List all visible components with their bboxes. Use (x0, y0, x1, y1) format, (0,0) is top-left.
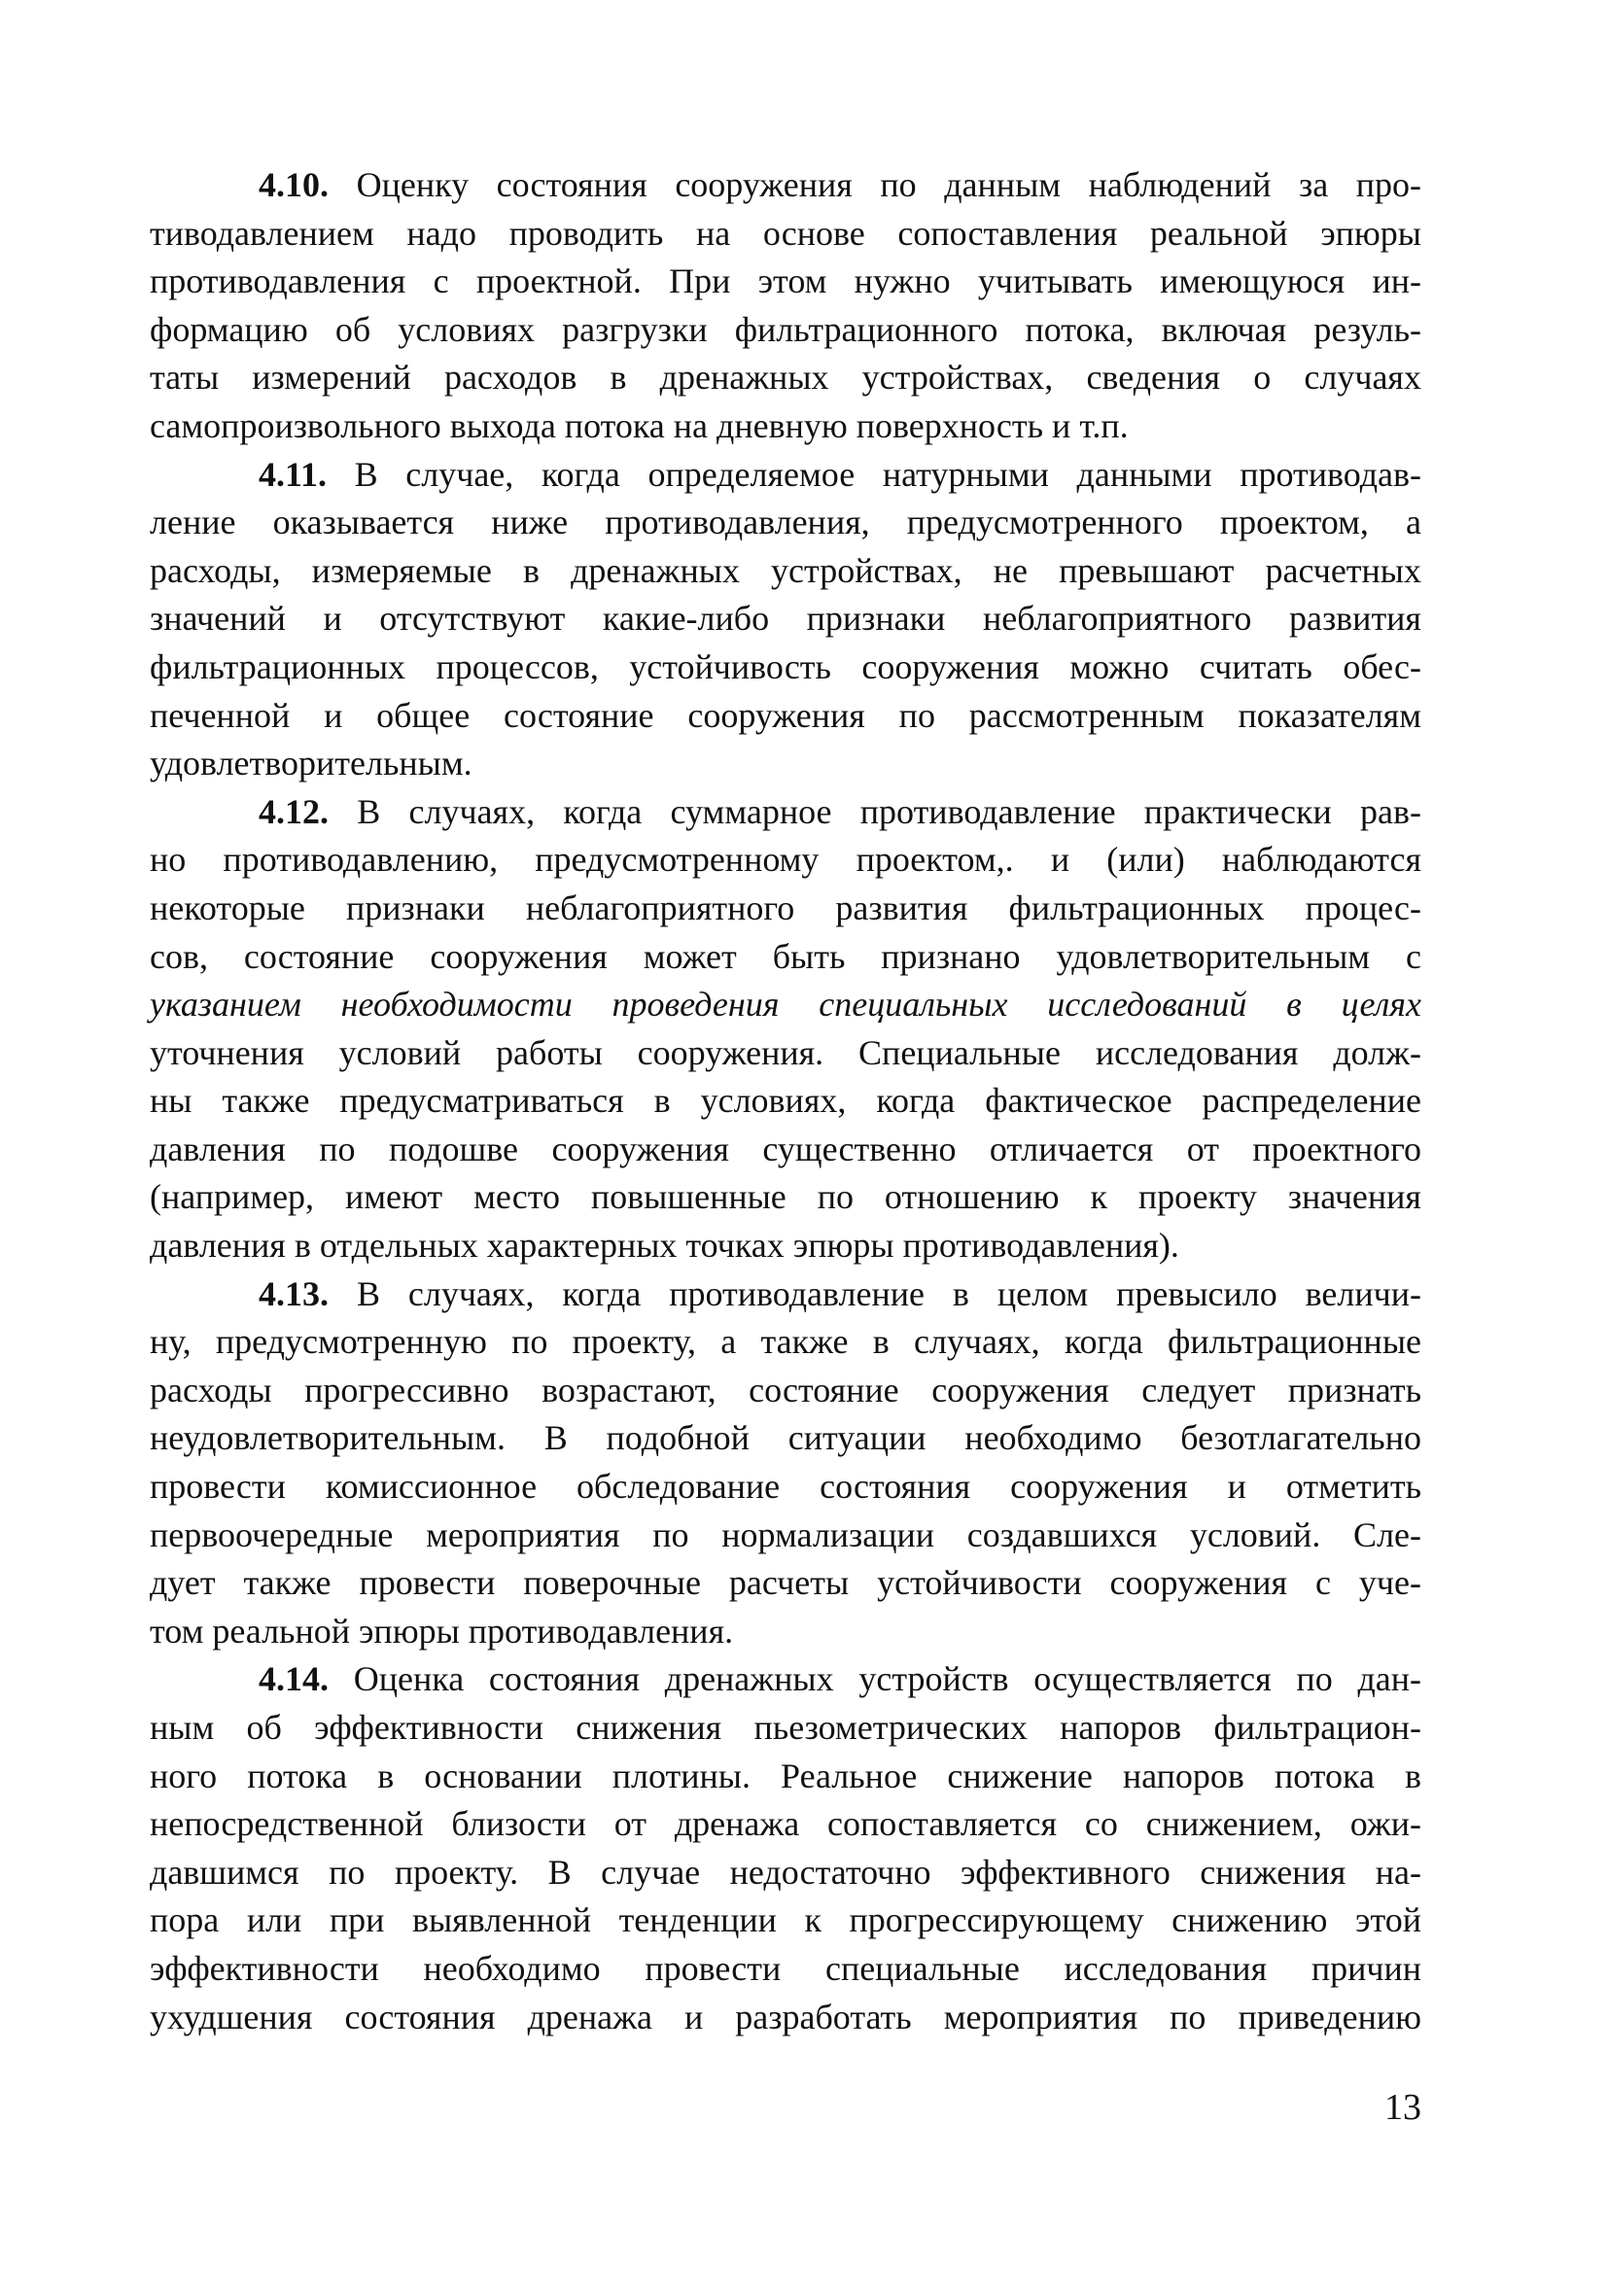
clause-number: 4.13. (259, 1273, 329, 1313)
text-line: ну, предусмотренную по проекту, а также в случаях, когда фильтрационные (150, 1322, 1421, 1362)
text-line: но противодавлению, предусмотренному проектом,. и (или) наблюдаются (150, 840, 1421, 880)
line-text: В случае, когда определяемое натурными данными противодав- (354, 454, 1421, 494)
text-line (150, 788, 1421, 837)
paragraph-4-14 (150, 1655, 1421, 2041)
text-line: (например, имеют место повышенные по отношению к проекту значения (150, 1177, 1421, 1217)
text-line (150, 161, 1421, 210)
text-line: неудовлетворительным. В подобной ситуации необходимо безотлагательно (150, 1418, 1421, 1458)
clause-number: 4.10. (259, 165, 329, 204)
text-line: ного потока в основании плотины. Реальное снижение напоров потока в (150, 1756, 1421, 1795)
page-number: 13 (1384, 2087, 1421, 2128)
text-line: том реальной эпюры противодавления. (150, 1611, 734, 1651)
clause-number: 4.11. (259, 454, 328, 494)
text-line: ны также предусматриваться в условиях, когда фактическое распределение (150, 1081, 1421, 1121)
text-line: фильтрационных процессов, устойчивость сооружения можно считать обес- (150, 646, 1421, 686)
text-line: давления в отдельных характерных точках эпюры противодавления). (150, 1226, 1179, 1266)
text-line: ухудшения состояния дренажа и разработать мероприятия по приведению (150, 1997, 1421, 2036)
paragraph-4-11 (150, 451, 1421, 788)
text-line: давления по подошве сооружения существенно отличается от проектного (150, 1129, 1421, 1168)
text-line: тиводавлением надо проводить на основе сопоставления реальной эпюры (150, 213, 1421, 253)
text-line: печенной и общее состояние сооружения по рассмотренным показателям (150, 695, 1421, 735)
text-line: дует также провести поверочные расчеты устойчивости сооружения с уче- (150, 1563, 1421, 1603)
line-text: В случаях, когда суммарное противодавление практически рав- (357, 791, 1421, 831)
text-line: таты измерений расходов в дренажных устройствах, сведения о случаях (150, 358, 1421, 398)
text-line: провести комиссионное обследование состояния сооружения и отметить (150, 1467, 1421, 1507)
text-line (150, 451, 1421, 500)
line-text: Оценка состояния дренажных устройств осуществляется по дан- (353, 1659, 1421, 1699)
text-line: эффективности необходимо провести специальные исследования причин (150, 1948, 1421, 1988)
text-line-italic: указанием необходимости проведения специальных исследований в целях (150, 985, 1421, 1025)
text-line: удовлетворительным. (150, 744, 472, 783)
line-text: В случаях, когда противодавление в целом превысило величи- (356, 1273, 1422, 1313)
text-line (150, 1270, 1421, 1319)
text-line: первоочередные мероприятия по нормализации создавшихся условий. Сле- (150, 1514, 1421, 1554)
paragraph-4-12 (150, 788, 1421, 1270)
text-line: сов, состояние сооружения может быть признано удовлетворительным с (150, 936, 1421, 976)
text-line: самопроизвольного выхода потока на дневную поверхность и т.п. (150, 405, 1129, 445)
line-text: Оценку состояния сооружения по данным наблюдений за про- (356, 165, 1422, 204)
paragraph-4-13 (150, 1270, 1421, 1656)
text-line: пора или при выявленной тенденции к прогрессирующему снижению этой (150, 1900, 1421, 1940)
body-text (150, 161, 1421, 2041)
clause-number: 4.14. (259, 1659, 329, 1699)
text-line: ным об эффективности снижения пьезометрических напоров фильтрацион- (150, 1708, 1421, 1747)
text-line (150, 1655, 1421, 1704)
text-line: непосредственной близости от дренажа сопоставляется со снижением, ожи- (150, 1804, 1421, 1844)
clause-number: 4.12. (259, 791, 329, 831)
text-line: ление оказывается ниже противодавления, предусмотренного проектом, а (150, 503, 1421, 542)
text-line: уточнения условий работы сооружения. Специальные исследования долж- (150, 1032, 1421, 1072)
text-line: противодавления с проектной. При этом нужно учитывать имеющуюся ин- (150, 261, 1421, 301)
text-line: формацию об условиях разгрузки фильтрационного потока, включая резуль- (150, 309, 1421, 349)
text-line: значений и отсутствуют какие-либо признаки неблагоприятного развития (150, 599, 1421, 639)
text-line: расходы, измеряемые в дренажных устройствах, не превышают расчетных (150, 550, 1421, 590)
text-line: некоторые признаки неблагоприятного развития фильтрационных процес- (150, 887, 1421, 927)
text-line: расходы прогрессивно возрастают, состояние сооружения следует признать (150, 1370, 1421, 1409)
text-line: давшимся по проекту. В случае недостаточно эффективного снижения на- (150, 1852, 1421, 1892)
paragraph-4-10 (150, 161, 1421, 451)
